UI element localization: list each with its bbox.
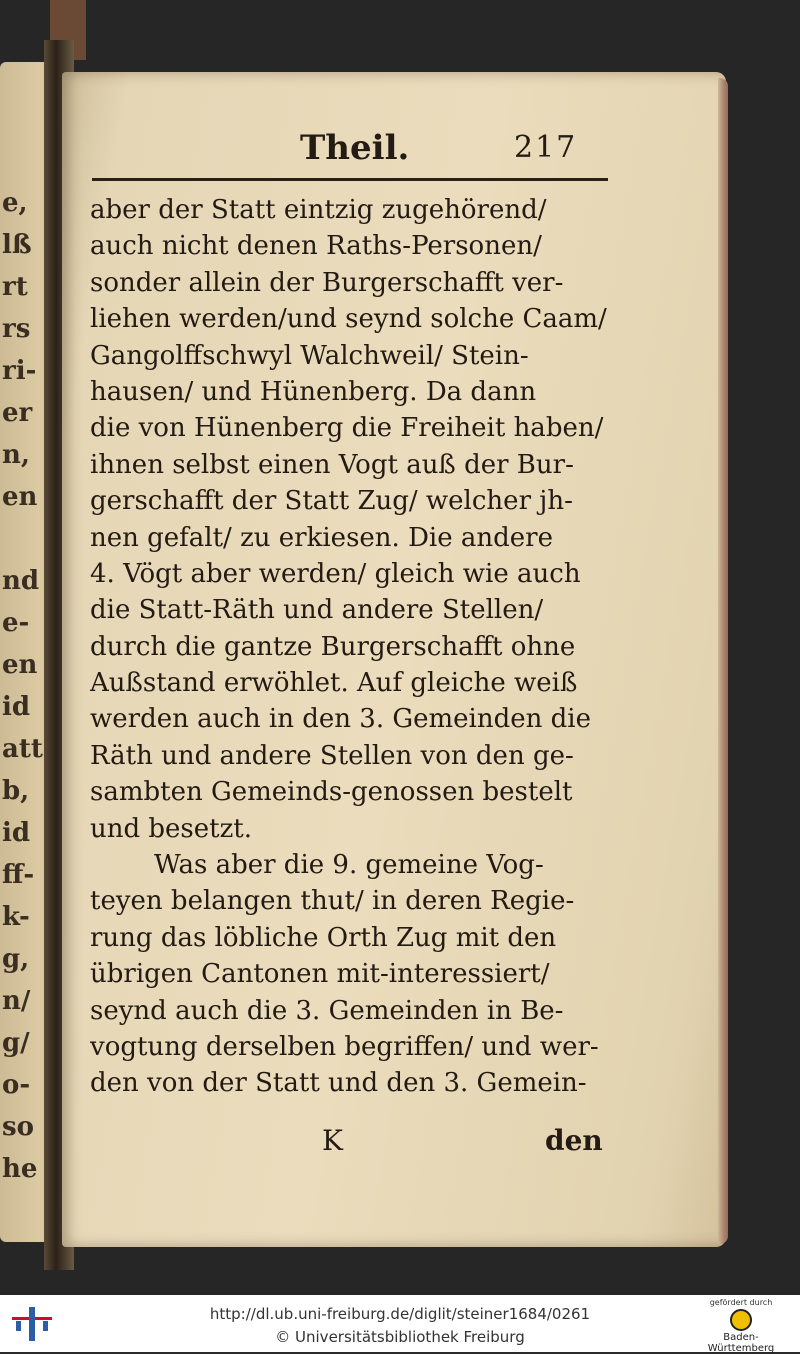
catchword: den [545, 1124, 603, 1157]
text-line: Außstand erwöhlet. Auf gleiche weiß [90, 668, 578, 699]
left-fragment: en [2, 482, 38, 512]
text-line: gerschafft der Statt Zug/ welcher jh- [90, 486, 573, 517]
text-line: vogtung derselben begriffen/ und wer- [90, 1031, 599, 1062]
text-line: durch die gantze Burgerschafft ohne [90, 631, 576, 662]
left-fragment: id [2, 692, 31, 722]
permalink-url[interactable]: http://dl.ub.uni-freiburg.de/diglit/steiner1684/0261 [209, 1305, 591, 1323]
left-fragment: e, [2, 188, 28, 218]
left-fragment: nd [2, 566, 40, 596]
left-fragment: g, [2, 944, 30, 974]
left-fragment: k- [2, 902, 30, 932]
left-fragment: att [2, 734, 43, 764]
text-line: sambten Gemeinds-genossen bestelt [90, 777, 573, 808]
left-fragment: he [2, 1154, 38, 1184]
running-head: Theil. [300, 128, 410, 168]
text-line: die von Hünenberg die Freiheit haben/ [90, 413, 604, 444]
text-line: seynd auch die 3. Gemeinden in Be- [90, 995, 564, 1026]
left-fragment: rs [2, 314, 31, 344]
left-fragment: en [2, 650, 38, 680]
body-text [90, 192, 610, 1102]
crest-icon [730, 1309, 752, 1331]
left-fragment: rt [2, 272, 28, 302]
text-line: 4. Vögt aber werden/ gleich wie auch [90, 558, 581, 589]
text-line: den von der Statt und den 3. Gemein- [90, 1068, 587, 1099]
copyright-text: © Universitätsbibliothek Freiburg [275, 1328, 525, 1346]
text-line: hausen/ und Hünenberg. Da dann [90, 376, 537, 407]
signature-mark: K [322, 1124, 343, 1157]
text-line: teyen belangen thut/ in deren Regie- [90, 886, 575, 917]
left-fragment: n, [2, 440, 30, 470]
text-line: Was aber die 9. gemeine Vog- [154, 850, 544, 881]
left-fragment: ri- [2, 356, 37, 386]
left-fragment: g/ [2, 1028, 30, 1058]
left-fragment: er [2, 398, 33, 428]
text-line: auch nicht denen Raths-Personen/ [90, 231, 542, 262]
page-header [300, 128, 600, 170]
text-line: werden auch in den 3. Gemeinden die [90, 704, 592, 735]
text-line: übrigen Cantonen mit-interessiert/ [90, 959, 550, 990]
left-fragment: o- [2, 1070, 31, 1100]
text-line: liehen werden/und seynd solche Caam/ [90, 304, 607, 335]
footer-bar [0, 1295, 800, 1352]
text-line: rung das löbliche Orth Zug mit den [90, 922, 557, 953]
text-line: ihnen selbst einen Vogt auß der Bur- [90, 449, 574, 480]
header-rule [92, 178, 608, 181]
funder-badge [696, 1298, 786, 1354]
text-line: und besetzt. [90, 813, 253, 844]
text-line: Räth und andere Stellen von den ge- [90, 740, 574, 771]
text-line: aber der Statt eintzig zugehörend/ [90, 195, 547, 225]
funder-name: Baden-Württemberg [707, 1332, 775, 1354]
text-line: nen gefalt/ zu erkiesen. Die andere [90, 522, 553, 553]
left-fragment: so [2, 1112, 34, 1142]
left-fragment: ff- [2, 860, 35, 890]
left-fragment: b, [2, 776, 30, 806]
left-fragment: id [2, 818, 31, 848]
funder-label: gefördert durch [709, 1298, 773, 1307]
text-line: die Statt-Räth und andere Stellen/ [90, 595, 544, 626]
page-number: 217 [514, 130, 578, 165]
text-line: Gangolffschwyl Walchweil/ Stein- [90, 340, 529, 371]
left-fragment: lß [2, 230, 32, 260]
left-fragment: n/ [2, 986, 31, 1016]
page-edge [718, 78, 728, 1244]
text-line: sonder allein der Burgerschafft ver- [90, 267, 564, 298]
left-fragment: e- [2, 608, 30, 638]
